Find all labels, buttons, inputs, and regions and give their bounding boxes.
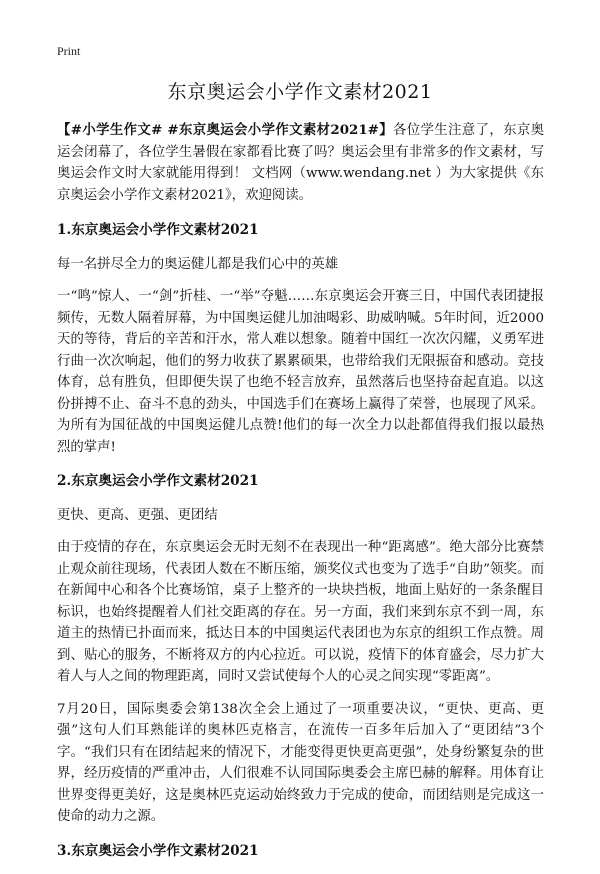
intro-text: 各位学生注意了，东京奥运会闭幕了，各位学生暑假在家都看比赛了吗？奥运会里有非常多的作文素材，写奥运会作文时大家就能用得到！ 文档网（www.wendang.net ）为大家提供《东京奥运会小学作文素材2021》，欢迎阅读。 <box>57 123 545 203</box>
section-subtitle-2: 更快、更高、更强、更团结 <box>57 507 218 523</box>
section-heading-1: 1.东京奥运会小学作文素材2021 <box>57 222 259 238</box>
section-heading-2: 2.东京奥运会小学作文素材2021 <box>57 473 259 489</box>
intro-paragraph <box>57 120 544 206</box>
section-paragraph: 7月20日，国际奥委会第138次全会上通过了一项重要决议，“更快、更高、更强”这句人们耳熟能详的奥林匹克格言，在流传一百多年后加入了“更团结”3个字。“我们只有在团结起来的情况下，才能变得更快更高更强”，处身纷繁复杂的世界，经历疫情的严重冲击，人们很难不认同国际奥委会主席巴赫的解释。用体育让世界变得更美好，这是奥林匹克运动始终致力于完成的使命，而团结则是完成这一使命的动力之源。 <box>57 701 544 824</box>
print-label: Print <box>57 44 81 58</box>
section-paragraph: 由于疫情的存在，东京奥运会无时无刻不在表现出一种“距离感”。绝大部分比赛禁止观众前往现场，代表团人数在不断压缩，颁奖仪式也变为了选手“自助”领奖。而在新闻中心和各个比赛场馆，桌子上整齐的一块块挡板，地面上贴好的一条条醒目标识，也始终提醒着人们社交距离的存在。另一方面，我们来到东京不到一周，东道主的热情已扑面而来，抵达日本的中国奥运代表团也为东京的组织工作点赞。周到、贴心的服务，不断将双方的内心拉近。可以说，疫情下的体育盛会，尽力扩大着人与人之间的物理距离，同时又尝试使每个人的心灵之间实现“零距离”。 <box>57 540 544 684</box>
section-paragraph: 一“鸣”惊人、一“剑”折桂、一“举”夺魁……东京奥运会开赛三日，中国代表团捷报频传，无数人隔着屏幕，为中国奥运健儿加油喝彩、助威呐喊。5年时间，近2000天的等待，背后的辛苦和汗水，常人难以想象。随着中国红一次次闪耀，义勇军进行曲一次次响起，他们的努力收获了累累硕果，也带给我们无限振奋和感动。竞技体育，总有胜负，但即便失误了也绝不轻言放弃，虽然落后也坚持奋起直追。以这份拼搏不止、奋斗不息的劲头，中国选手们在赛场上赢得了荣誉，也展现了风采。为所有为国征战的中国奥运健儿点赞!他们的每一次全力以赴都值得我们报以最热烈的掌声! <box>57 289 544 455</box>
section-heading-3: 3.东京奥运会小学作文素材2021 <box>57 842 259 859</box>
intro-tags: 【#小学生作文# #东京奥运会小学作文素材2021#】 <box>57 122 393 138</box>
section-subtitle-1: 每一名拼尽全力的奥运健儿都是我们心中的英雄 <box>57 256 339 272</box>
document-body <box>57 120 544 874</box>
document-title: 东京奥运会小学作文素材2021 <box>167 81 433 103</box>
